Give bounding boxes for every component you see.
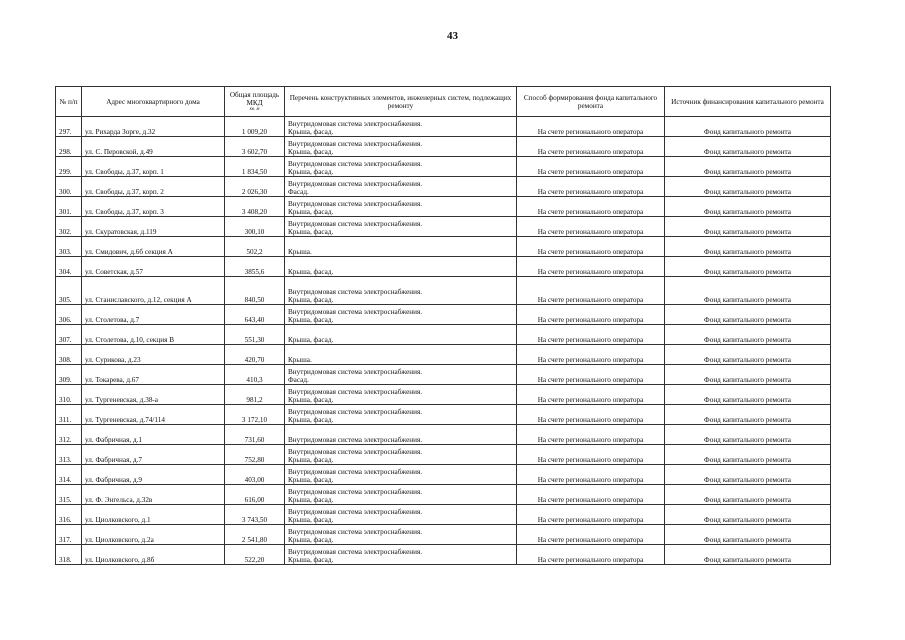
works-line: Крыша, фасад. (288, 296, 334, 304)
works-line: Внутридомовая система электроснабжения. (288, 528, 423, 536)
row-works (285, 545, 517, 565)
row-number: 311. (56, 405, 82, 425)
row-funding-source: Фонд капитального ремонта (665, 345, 831, 365)
row-works (285, 365, 517, 385)
row-number: 297. (56, 117, 82, 137)
row-number: 298. (56, 137, 82, 157)
row-funding-method: На счете регионального оператора (517, 445, 665, 465)
table-row (56, 345, 831, 365)
row-area: 3 408,20 (225, 197, 285, 217)
works-line: Крыша, фасад. (288, 336, 334, 344)
header-area-units: кв. м (249, 107, 260, 112)
table-row (56, 277, 831, 305)
row-address: ул. Циолковского, д.8б (82, 545, 225, 565)
row-funding-method: На счете регионального оператора (517, 405, 665, 425)
row-number: 304. (56, 257, 82, 277)
row-address: ул. Свободы, д.37, корп. 3 (82, 197, 225, 217)
table-row (56, 197, 831, 217)
works-line: Крыша, фасад. (288, 416, 334, 424)
table-row (56, 305, 831, 325)
works-line: Крыша, фасад. (288, 268, 334, 276)
row-funding-method: На счете регионального оператора (517, 545, 665, 565)
works-line: Крыша, фасад. (288, 208, 334, 216)
row-area: 3 743,50 (225, 505, 285, 525)
table-row (56, 425, 831, 445)
row-address: ул. Рихарда Зорге, д.32 (82, 117, 225, 137)
row-number: 308. (56, 345, 82, 365)
row-address: ул. Тургеневская, д.38-а (82, 385, 225, 405)
works-line: Внутридомовая система электроснабжения. (288, 368, 423, 376)
row-funding-source: Фонд капитального ремонта (665, 525, 831, 545)
works-line: Фасад. (288, 376, 309, 384)
row-funding-method: На счете регионального оператора (517, 277, 665, 305)
row-works (285, 137, 517, 157)
row-funding-source: Фонд капитального ремонта (665, 485, 831, 505)
row-address: ул. Столетова, д.10, секция В (82, 325, 225, 345)
table-row (56, 525, 831, 545)
works-line: Внутридомовая система электроснабжения. (288, 508, 423, 516)
row-address: ул. С. Перовской, д.49 (82, 137, 225, 157)
works-line: Внутридомовая система электроснабжения. (288, 388, 423, 396)
row-number: 300. (56, 177, 82, 197)
table-row (56, 325, 831, 345)
row-funding-method: На счете регионального оператора (517, 325, 665, 345)
row-address: ул. Скуратовская, д.119 (82, 217, 225, 237)
works-line: Крыша, фасад. (288, 476, 334, 484)
row-address: ул. Циолковского, д.1 (82, 505, 225, 525)
row-number: 310. (56, 385, 82, 405)
header-works: Перечень конструктивных элементов, инженерных систем, подлежащих ремонту (285, 87, 517, 117)
table-row (56, 545, 831, 565)
table-row (56, 505, 831, 525)
header-source: Источник финансирования капитального ремонта (665, 87, 831, 117)
works-line: Крыша, фасад. (288, 128, 334, 136)
row-funding-method: На счете регионального оператора (517, 525, 665, 545)
works-line: Крыша, фасад. (288, 536, 334, 544)
row-address: ул. Фабричная, д.1 (82, 425, 225, 445)
row-funding-source: Фонд капитального ремонта (665, 237, 831, 257)
header-area (225, 87, 285, 117)
row-area: 300,10 (225, 217, 285, 237)
works-line: Внутридомовая система электроснабжения. (288, 408, 423, 416)
table-row (56, 485, 831, 505)
row-funding-source: Фонд капитального ремонта (665, 405, 831, 425)
row-funding-source: Фонд капитального ремонта (665, 117, 831, 137)
table-row (56, 137, 831, 157)
row-area: 3 172,10 (225, 405, 285, 425)
row-number: 312. (56, 425, 82, 445)
row-number: 316. (56, 505, 82, 525)
row-funding-source: Фонд капитального ремонта (665, 305, 831, 325)
works-line: Внутридомовая система электроснабжения. (288, 220, 423, 228)
row-number: 307. (56, 325, 82, 345)
row-number: 317. (56, 525, 82, 545)
row-address: ул. Смидович, д.6б секция А (82, 237, 225, 257)
row-funding-method: На счете регионального оператора (517, 157, 665, 177)
row-works (285, 257, 517, 277)
row-area: 2 026,30 (225, 177, 285, 197)
row-funding-method: На счете регионального оператора (517, 485, 665, 505)
row-number: 299. (56, 157, 82, 177)
row-funding-method: На счете регионального оператора (517, 217, 665, 237)
row-works (285, 485, 517, 505)
row-funding-source: Фонд капитального ремонта (665, 157, 831, 177)
works-line: Крыша, фасад. (288, 556, 334, 564)
row-funding-method: На счете регионального оператора (517, 505, 665, 525)
row-address: ул. Тургеневская, д.74/114 (82, 405, 225, 425)
row-number: 305. (56, 277, 82, 305)
row-funding-source: Фонд капитального ремонта (665, 365, 831, 385)
row-funding-method: На счете регионального оператора (517, 305, 665, 325)
row-address: ул. Столетова, д.7 (82, 305, 225, 325)
row-funding-source: Фонд капитального ремонта (665, 385, 831, 405)
works-line: Фасад. (288, 188, 309, 196)
row-area: 643,40 (225, 305, 285, 325)
works-line: Внутридомовая система электроснабжения. (288, 180, 423, 188)
row-works (285, 525, 517, 545)
works-line: Внутридомовая система электроснабжения. (288, 548, 423, 556)
row-address: ул. Свободы, д.37, корп. 1 (82, 157, 225, 177)
row-area: 616,00 (225, 485, 285, 505)
table-row (56, 385, 831, 405)
works-line: Крыша, фасад. (288, 228, 334, 236)
row-number: 306. (56, 305, 82, 325)
header-num: № п/п (56, 87, 82, 117)
works-line: Крыша. (288, 356, 312, 364)
row-address: ул. Циолковского, д.2а (82, 525, 225, 545)
table-row (56, 177, 831, 197)
table-row (56, 465, 831, 485)
row-funding-source: Фонд капитального ремонта (665, 197, 831, 217)
row-number: 315. (56, 485, 82, 505)
works-line: Внутридомовая система электроснабжения. (288, 120, 423, 128)
row-works (285, 345, 517, 365)
row-works (285, 157, 517, 177)
works-line: Крыша, фасад. (288, 148, 334, 156)
row-area: 3 602,70 (225, 137, 285, 157)
header-method: Способ формирования фонда капитального ремонта (517, 87, 665, 117)
row-number: 314. (56, 465, 82, 485)
row-address: ул. Сурикова, д.23 (82, 345, 225, 365)
works-line: Внутридомовая система электроснабжения. (288, 436, 423, 444)
works-line: Внутридомовая система электроснабжения. (288, 448, 423, 456)
row-number: 313. (56, 445, 82, 465)
row-funding-source: Фонд капитального ремонта (665, 505, 831, 525)
row-funding-method: На счете регионального оператора (517, 237, 665, 257)
works-line: Внутридомовая система электроснабжения. (288, 200, 423, 208)
row-area: 410,3 (225, 365, 285, 385)
row-funding-source: Фонд капитального ремонта (665, 465, 831, 485)
row-number: 301. (56, 197, 82, 217)
capital-repair-table (55, 86, 831, 565)
works-line: Крыша. (288, 248, 312, 256)
row-area: 522,20 (225, 545, 285, 565)
row-area: 1 009,20 (225, 117, 285, 137)
row-address: ул. Станиславского, д.12, секция А (82, 277, 225, 305)
works-line: Крыша, фасад. (288, 456, 334, 464)
row-works (285, 505, 517, 525)
table-row (56, 445, 831, 465)
row-address: ул. Фабричная, д.9 (82, 465, 225, 485)
row-funding-method: На счете регионального оператора (517, 177, 665, 197)
row-funding-source: Фонд капитального ремонта (665, 425, 831, 445)
row-works (285, 305, 517, 325)
row-funding-method: На счете регионального оператора (517, 365, 665, 385)
works-line: Крыша, фасад. (288, 516, 334, 524)
works-line: Крыша, фасад. (288, 316, 334, 324)
row-funding-source: Фонд капитального ремонта (665, 325, 831, 345)
row-funding-method: На счете регионального оператора (517, 385, 665, 405)
row-area: 752,80 (225, 445, 285, 465)
row-works (285, 197, 517, 217)
table-row (56, 405, 831, 425)
row-area: 3855,6 (225, 257, 285, 277)
row-funding-method: На счете регионального оператора (517, 465, 665, 485)
row-area: 1 834,50 (225, 157, 285, 177)
row-funding-source: Фонд капитального ремонта (665, 277, 831, 305)
row-number: 302. (56, 217, 82, 237)
row-works (285, 277, 517, 305)
row-area: 731,60 (225, 425, 285, 445)
table-header-row (56, 87, 831, 117)
row-number: 318. (56, 545, 82, 565)
table-row (56, 237, 831, 257)
row-funding-method: На счете регионального оператора (517, 137, 665, 157)
row-funding-source: Фонд капитального ремонта (665, 217, 831, 237)
row-address: ул. Свободы, д.37, корп. 2 (82, 177, 225, 197)
works-line: Внутридомовая система электроснабжения. (288, 288, 423, 296)
works-line: Внутридомовая система электроснабжения. (288, 488, 423, 496)
row-area: 420,70 (225, 345, 285, 365)
row-works (285, 445, 517, 465)
row-funding-method: На счете регионального оператора (517, 117, 665, 137)
row-works (285, 325, 517, 345)
row-address: ул. Ф. Энгельса, д.32в (82, 485, 225, 505)
works-line: Крыша, фасад. (288, 168, 334, 176)
table-row (56, 257, 831, 277)
row-address: ул. Советская, д.57 (82, 257, 225, 277)
table-row (56, 117, 831, 137)
works-line: Крыша, фасад. (288, 396, 334, 404)
row-funding-method: На счете регионального оператора (517, 425, 665, 445)
row-works (285, 425, 517, 445)
row-works (285, 177, 517, 197)
row-works (285, 237, 517, 257)
header-address: Адрес многоквартирного дома (82, 87, 225, 117)
works-line: Внутридомовая система электроснабжения. (288, 160, 423, 168)
row-funding-source: Фонд капитального ремонта (665, 445, 831, 465)
row-funding-source: Фонд капитального ремонта (665, 177, 831, 197)
row-funding-method: На счете регионального оператора (517, 257, 665, 277)
page-number: 43 (447, 30, 458, 42)
row-works (285, 217, 517, 237)
row-funding-source: Фонд капитального ремонта (665, 257, 831, 277)
works-line: Внутридомовая система электроснабжения. (288, 468, 423, 476)
row-works (285, 465, 517, 485)
row-number: 303. (56, 237, 82, 257)
row-area: 551,30 (225, 325, 285, 345)
row-area: 2 541,80 (225, 525, 285, 545)
row-works (285, 385, 517, 405)
works-line: Внутридомовая система электроснабжения. (288, 308, 423, 316)
row-funding-method: На счете регионального оператора (517, 197, 665, 217)
row-funding-source: Фонд капитального ремонта (665, 137, 831, 157)
row-area: 403,00 (225, 465, 285, 485)
row-number: 309. (56, 365, 82, 385)
row-area: 840,50 (225, 277, 285, 305)
works-line: Крыша, фасад. (288, 496, 334, 504)
table-row (56, 365, 831, 385)
row-address: ул. Токарева, д.67 (82, 365, 225, 385)
row-works (285, 405, 517, 425)
row-address: ул. Фабричная, д.7 (82, 445, 225, 465)
row-area: 981,2 (225, 385, 285, 405)
table-row (56, 157, 831, 177)
row-funding-method: На счете регионального оператора (517, 345, 665, 365)
row-works (285, 117, 517, 137)
works-line: Внутридомовая система электроснабжения. (288, 140, 423, 148)
row-area: 502,2 (225, 237, 285, 257)
table-row (56, 217, 831, 237)
row-funding-source: Фонд капитального ремонта (665, 545, 831, 565)
header-area-label: Общая площадь МКД (229, 91, 280, 107)
